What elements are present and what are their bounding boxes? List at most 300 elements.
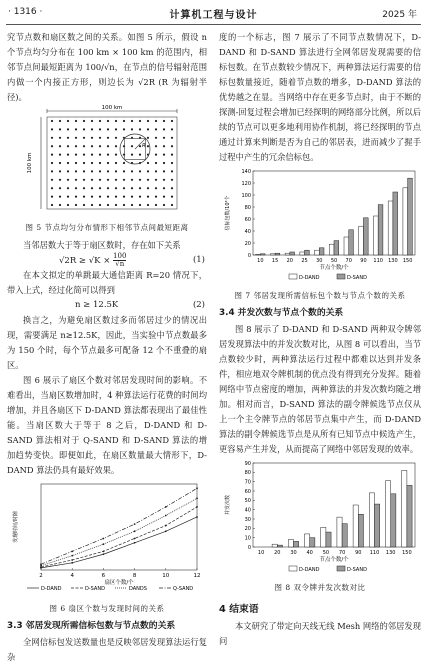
fig5-node-dot	[115, 170, 117, 172]
fig5-node-dot	[51, 162, 53, 164]
fig5-node-dot	[147, 162, 149, 164]
paragraph: 本文研究了带定向天线无线 Mesh 网络的邻居发现问	[219, 621, 421, 646]
fig7-xtick-label: 70	[345, 258, 352, 264]
fig5-node-dot	[99, 154, 101, 156]
fig5-node-dot	[131, 128, 133, 130]
fig5-node-dot	[59, 162, 61, 164]
section-heading-3-4: 3.4 并发次数与节点个数的关系	[219, 308, 344, 318]
fig7-ytick-label: 80	[244, 204, 251, 211]
header-rule	[6, 24, 421, 25]
fig5-node-dot	[107, 137, 109, 139]
fig5-node-dot	[83, 170, 85, 172]
fig7-xtick-label: 110	[373, 258, 383, 264]
fig5-node-dot	[131, 120, 133, 122]
fig7-ytick-label: 100	[241, 192, 251, 199]
fig5-node-dot	[123, 204, 125, 206]
fig5-node-dot	[83, 154, 85, 156]
fig6-point	[165, 525, 167, 527]
fig5-node-dot	[59, 137, 61, 139]
fig5-node-dot	[107, 170, 109, 172]
fig7-ytick-label: 60	[244, 216, 251, 223]
fig5-node-dot	[83, 120, 85, 122]
fig8-ytick-label: 80	[244, 470, 251, 477]
fig6-caption: 图 6 扇区个数与发现时间的关系	[49, 604, 165, 613]
fig5-node-dot	[51, 120, 53, 122]
fig5-node-dot	[51, 187, 53, 189]
fig5-grid-diagram	[7, 105, 207, 215]
paragraph: 图 8 展示了 D-DAND 和 D-SAND 两种双令牌邻居发现算法中的并发次数对比，从图 8 可以看出，当节点数较少时，两种算法运行过程中都难以达到并发条件，相应地双令牌机制的优点没有得到充分发挥。随着网络中节点密度的增加，两种算法的并发次数均随之增加。相对而言，D-SAND 算法的副令牌候选节点仅从上一个主令牌节点的邻居节点集中产生，而 D-DAND 算法的副令牌候选节点是从所有已知节点中候选产生，更容易产生并发，从而提高了网络中邻居发现的效率。	[219, 324, 421, 454]
figure-8	[219, 457, 421, 594]
fig5-node-dot	[163, 179, 165, 181]
fig5-area-border	[47, 117, 177, 209]
fig5-node-dot	[147, 137, 149, 139]
fig7-legend-swatch	[337, 274, 345, 279]
fig7-bar	[393, 192, 398, 255]
eq1-frac-num: 100	[113, 252, 127, 260]
fig5-node-dot	[171, 137, 173, 139]
fig7-bar	[315, 250, 320, 255]
fig5-node-dot	[91, 204, 93, 206]
fig7-caption: 图 7 邻居发现所需信标包个数与节点个数的关系	[234, 291, 406, 300]
fig6-point	[134, 542, 136, 544]
fig5-node-dot	[75, 170, 77, 172]
fig5-node-dot	[91, 162, 93, 164]
fig8-xtick-label: 30	[290, 550, 297, 556]
fig8-bar	[391, 494, 396, 547]
fig5-node-dot	[91, 187, 93, 189]
eq2-number: (2)	[192, 300, 205, 310]
fig5-node-dot	[171, 145, 173, 147]
fig5-node-dot	[107, 196, 109, 198]
paragraph: 当邻居数大于等于扇区数时，存在如下关系	[23, 240, 181, 250]
fig5-node-dot	[115, 137, 117, 139]
fig5-node-dot	[115, 196, 117, 198]
fig7-bar	[334, 241, 339, 255]
fig8-bar	[277, 545, 282, 547]
fig5-node-dot	[115, 204, 117, 206]
section-heading-4: 4 结束语	[219, 604, 259, 615]
fig5-node-dot	[155, 179, 157, 181]
fig6-xlabel: 扇区个数/个	[104, 580, 134, 586]
fig5-node-dot	[59, 179, 61, 181]
fig7-bar	[260, 254, 265, 255]
fig5-node-dot	[75, 128, 77, 130]
fig7-xtick-label: 150	[402, 258, 413, 264]
fig7-ylabel: 信标包数/10³个	[225, 195, 231, 231]
fig5-node-dot	[99, 196, 101, 198]
fig5-node-dot	[147, 196, 149, 198]
fig5-node-dot	[123, 187, 125, 189]
fig5-node-dot	[99, 162, 101, 164]
fig7-bar	[319, 248, 324, 255]
fig5-node-dot	[147, 170, 149, 172]
fig5-node-dot	[171, 120, 173, 122]
fig8-legend-swatch	[289, 566, 297, 571]
fig6-series-line	[41, 488, 197, 564]
fig7-legend-label: D-DAND	[299, 275, 320, 281]
fig5-node-dot	[51, 154, 53, 156]
fig6-point	[134, 523, 136, 525]
fig5-node-dot	[115, 145, 117, 147]
fig8-bar	[310, 538, 315, 547]
fig7-bar	[378, 205, 383, 255]
fig6-xtick-label: 8	[132, 573, 137, 579]
fig5-node-dot	[59, 204, 61, 206]
fig5-node-dot	[107, 128, 109, 130]
fig6-xtick-label: 10	[162, 573, 170, 579]
fig5-node-dot	[107, 145, 109, 147]
fig8-bar	[353, 505, 358, 547]
fig5-node-dot	[99, 170, 101, 172]
fig8-xlabel: 节点个数/个	[319, 557, 349, 563]
fig7-bar	[270, 254, 275, 255]
page-header	[0, 0, 427, 26]
fig5-node-dot	[171, 179, 173, 181]
fig5-node-dot	[59, 154, 61, 156]
fig5-caption: 图 5 节点均匀分布情形下相邻节点间最短距离	[25, 223, 189, 232]
fig5-node-dot	[67, 179, 69, 181]
fig8-bar	[342, 524, 347, 547]
fig8-xtick-label: 40	[306, 550, 313, 556]
journal-title: 计算机工程与设计	[169, 10, 258, 21]
fig5-node-dot	[51, 179, 53, 181]
fig7-xtick-label: 50	[330, 258, 338, 264]
fig8-xtick-label: 50	[322, 550, 330, 556]
fig5-node-dot	[155, 170, 157, 172]
fig5-node-dot	[51, 196, 53, 198]
fig5-side-label: 100 km	[27, 152, 33, 174]
fig6-point	[165, 515, 167, 517]
fig6-xtick-label: 6	[101, 573, 106, 579]
fig5-node-dot	[83, 145, 85, 147]
fig8-bar	[337, 517, 342, 547]
fig5-node-dot	[75, 162, 77, 164]
fig5-node-dot	[83, 204, 85, 206]
fig5-node-dot	[67, 128, 69, 130]
fig7-bar	[403, 188, 408, 255]
fig5-node-dot	[155, 162, 157, 164]
fig8-legend-label: D-SAND	[347, 567, 367, 573]
fig5-node-dot	[51, 145, 53, 147]
fig5-node-dot	[115, 154, 117, 156]
fig7-ytick-label: 20	[244, 240, 251, 247]
fig5-node-dot	[107, 204, 109, 206]
fig5-node-dot	[139, 187, 141, 189]
fig7-ytick-label: 120	[241, 180, 251, 187]
fig5-node-dot	[155, 204, 157, 206]
fig5-node-dot	[123, 154, 125, 156]
fig8-bar	[305, 534, 310, 547]
publication-year: 2025 年	[382, 10, 417, 20]
fig5-node-dot	[123, 162, 125, 164]
fig5-node-dot	[75, 179, 77, 181]
figure-7	[219, 165, 421, 302]
fig6-series-line	[41, 517, 197, 568]
fig5-node-dot	[131, 196, 133, 198]
paragraph: 全网信标包发送数量也是反映邻居发现算法运行复杂	[7, 637, 207, 662]
fig5-node-dot	[107, 154, 109, 156]
fig5-node-dot	[131, 204, 133, 206]
eq2-body: n ≥ 12.5K	[75, 300, 119, 310]
fig6-ylabel: 发现时间/时隙	[13, 511, 19, 543]
fig8-bar	[369, 493, 374, 547]
page-number: · 1316 ·	[8, 7, 43, 17]
fig5-node-dot	[83, 128, 85, 130]
fig7-bar	[344, 237, 349, 255]
fig8-bar	[288, 540, 293, 547]
fig5-node-dot	[115, 128, 117, 130]
fig6-point	[134, 530, 136, 532]
paragraph: 在本文拟定的单跳最大通信距离 R=20 情况下，带入上式，经过化简可以得到	[7, 270, 207, 295]
fig8-ytick-label: 10	[244, 535, 251, 542]
fig5-node-dot	[75, 196, 77, 198]
fig5-node-dot	[139, 179, 141, 181]
fig5-node-dot	[115, 179, 117, 181]
fig8-bar	[402, 470, 407, 547]
fig7-bar	[359, 226, 364, 255]
fig8-legend-swatch	[337, 566, 345, 571]
fig6-legend-label: D-DAND	[41, 586, 62, 592]
fig5-node-dot	[99, 179, 101, 181]
fig7-bar	[373, 216, 378, 255]
fig5-node-dot	[171, 170, 173, 172]
fig5-node-dot	[163, 187, 165, 189]
fig5-node-dot	[123, 128, 125, 130]
fig5-node-dot	[67, 187, 69, 189]
fig5-node-dot	[83, 196, 85, 198]
fig8-ytick-label: 50	[244, 498, 251, 505]
fig7-bar	[408, 178, 413, 255]
fig8-ytick-label: 70	[244, 479, 251, 486]
fig6-point	[165, 506, 167, 508]
fig5-node-dot	[115, 162, 117, 164]
fig5-node-dot	[91, 179, 93, 181]
equation-2	[7, 298, 207, 313]
fig5-node-dot	[75, 187, 77, 189]
fig6-xtick-label: 12	[193, 573, 201, 579]
fig5-node-dot	[67, 137, 69, 139]
fig6-plot-frame	[41, 484, 197, 570]
eq1-lhs: √2R ≥ √K ×	[59, 256, 114, 266]
fig6-point	[71, 550, 73, 552]
fig8-bar-chart	[219, 457, 421, 575]
fig6-legend-label: DANDS	[129, 586, 147, 592]
fig8-ytick-label: 60	[244, 488, 251, 495]
fig5-node-dot	[131, 145, 133, 147]
fig7-xtick-label: 130	[388, 258, 398, 264]
fig5-node-dot	[115, 120, 117, 122]
fig8-ytick-label: 20	[244, 526, 251, 533]
fig6-point	[71, 559, 73, 561]
paragraph: 度的一个标志，图 7 展示了不同节点数情况下，D-DAND 和 D-SAND 算法进行全网邻居发现需要的信标包数。在节点数较少情况下，两种算法运行需要的信标包数量接近，随着节点数的增多，D-DAND 算法的优势越之在显。当网络中存在更多节点时，由于不断的探测-回复过程会增加已经探明的网络部分比例，所以后续的节点可以更多地利用协作机制，将已经探明的节点通过计算来判断是否为自己的邻居表，进而减少了握手过程中产生的冗余信标包。	[219, 32, 421, 162]
fig5-node-dot	[131, 154, 133, 156]
fig5-node-dot	[147, 128, 149, 130]
fig8-bar	[326, 532, 331, 547]
fig7-legend-swatch	[289, 274, 297, 279]
fig6-point	[71, 555, 73, 557]
fig5-node-dot	[107, 187, 109, 189]
fig5-node-dot	[99, 145, 101, 147]
right-column	[219, 30, 421, 649]
fig6-point	[165, 530, 167, 532]
fig5-node-dot	[75, 120, 77, 122]
fig5-node-dot	[91, 170, 93, 172]
fig5-node-dot	[123, 196, 125, 198]
fig7-xtick-label: 25	[301, 258, 308, 264]
fig8-caption: 图 8 双令牌并发次数对比	[274, 583, 366, 592]
eq1-number: (1)	[192, 255, 205, 265]
fig5-node-dot	[163, 137, 165, 139]
fig6-point	[196, 487, 198, 489]
fig5-node-dot	[83, 137, 85, 139]
fig7-xtick-label: 10	[257, 258, 264, 264]
fig5-node-dot	[115, 187, 117, 189]
fig8-ytick-label: 90	[244, 460, 251, 467]
fig7-bar	[329, 244, 334, 255]
fig7-bar-chart	[219, 165, 421, 283]
fig5-node-dot	[59, 196, 61, 198]
fig6-point	[71, 562, 73, 564]
fig5-node-dot	[123, 179, 125, 181]
fig8-ytick-label: 0	[247, 544, 251, 551]
fig7-xtick-label: 15	[271, 258, 279, 264]
fig5-node-dot	[67, 196, 69, 198]
fig6-point	[103, 550, 105, 552]
fig5-node-dot	[131, 170, 133, 172]
fig5-node-dot	[75, 145, 77, 147]
fig5-node-dot	[131, 187, 133, 189]
fig7-ytick-label: 0	[247, 252, 251, 259]
fig5-node-dot	[59, 120, 61, 122]
section-heading-3-3: 3.3 邻居发现所需信标包数与节点数的关系	[7, 621, 176, 631]
paragraph: 图 6 展示了扇区个数对邻居发现时间的影响。不难看出，当扇区数增加时，4 种算法运行花费的时间均增加，并且各扇区下 D-DAND 算法都表现出了最佳性能。当扇区数大于等于 8 之后，D-DAND 和 D-SAND 算法相对于 Q-SAND 和 D-SAND 算法的增加趋势变快。即便如此，在扇区数量最大情形下，D-DAND 算法仍具有最好效果。	[7, 375, 207, 475]
fig5-node-dot	[99, 187, 101, 189]
fig5-node-dot	[139, 204, 141, 206]
fig5-node-dot	[91, 196, 93, 198]
fig5-node-dot	[59, 170, 61, 172]
fig6-point	[103, 538, 105, 540]
fig5-node-dot	[107, 120, 109, 122]
fig5-node-dot	[59, 187, 61, 189]
fig8-bar	[407, 485, 412, 547]
fig5-node-dot	[59, 145, 61, 147]
fig5-node-dot	[67, 204, 69, 206]
fig5-node-dot	[147, 145, 149, 147]
fig6-point	[196, 516, 198, 518]
fig7-bar	[285, 253, 290, 255]
fig5-node-dot	[83, 179, 85, 181]
fig8-bar	[386, 481, 391, 547]
fig7-bar	[300, 252, 305, 255]
fig7-bar	[349, 230, 354, 255]
fig5-node-dot	[155, 128, 157, 130]
fig7-bar	[305, 250, 310, 255]
fig5-node-dot	[139, 145, 141, 147]
fig8-bar	[294, 541, 299, 547]
fig5-node-dot	[139, 128, 141, 130]
fig5-node-dot	[155, 120, 157, 122]
fig5-node-dot	[139, 170, 141, 172]
fig8-bar	[375, 504, 380, 547]
fig6-point	[196, 506, 198, 508]
fig5-node-dot	[163, 196, 165, 198]
fig5-node-dot	[163, 154, 165, 156]
fig5-node-dot	[99, 204, 101, 206]
fig8-xtick-label: 150	[402, 550, 412, 556]
figure-6	[7, 478, 207, 615]
fig5-node-dot	[171, 204, 173, 206]
fig8-bar	[358, 514, 363, 547]
fig6-point	[40, 563, 42, 565]
fig7-legend-label: D-SAND	[347, 275, 367, 281]
fig8-ytick-label: 30	[244, 516, 251, 523]
fig5-node-dot	[139, 154, 141, 156]
fig5-node-dot	[67, 154, 69, 156]
fig5-node-dot	[51, 170, 53, 172]
fig7-xtick-label: 30	[316, 258, 323, 264]
fig6-series-line	[41, 498, 197, 565]
fig7-bar	[275, 253, 280, 255]
fig5-node-dot	[163, 145, 165, 147]
equation-1	[7, 253, 207, 268]
fig6-legend-label: Q-SAND	[173, 586, 194, 592]
fig7-bar	[363, 218, 368, 255]
fig5-node-dot	[83, 162, 85, 164]
fig5-node-dot	[91, 128, 93, 130]
fig8-bar	[272, 544, 277, 547]
fig5-node-dot	[163, 120, 165, 122]
figure-5	[7, 105, 207, 234]
fig7-bar	[256, 254, 261, 255]
fig5-node-dot	[147, 187, 149, 189]
fig5-node-dot	[163, 128, 165, 130]
fig5-node-dot	[123, 170, 125, 172]
fig5-node-dot	[51, 137, 53, 139]
fig7-ytick-label: 40	[244, 228, 251, 235]
paragraph: 换言之，为避免扇区数过多而邻居过少的情况出现，需要满足 n≥12.5K，因此，当实验中节点数最多为 150 个时，每个节点最多可配备 12 个不重叠的扇区。	[7, 315, 207, 370]
fig7-bar	[290, 252, 295, 255]
fig5-node-dot	[171, 187, 173, 189]
fig5-node-dots	[51, 120, 173, 206]
fig5-top-label: 100 km	[101, 105, 123, 111]
fig5-node-dot	[139, 196, 141, 198]
fig5-node-dot	[75, 204, 77, 206]
fig5-node-dot	[67, 170, 69, 172]
fig8-xtick-label: 90	[355, 550, 362, 556]
fig8-xtick-label: 130	[385, 550, 396, 556]
fig6-xtick-label: 2	[39, 573, 43, 579]
fig5-node-dot	[163, 170, 165, 172]
fig5-node-dot	[59, 128, 61, 130]
fig5-node-dot	[163, 162, 165, 164]
fig7-ytick-label: 140	[241, 168, 251, 175]
fig5-node-dot	[155, 145, 157, 147]
fig5-node-dot	[99, 128, 101, 130]
fig8-legend-label: D-DAND	[299, 567, 320, 573]
fig5-node-dot	[147, 204, 149, 206]
fig5-node-dot	[75, 137, 77, 139]
fig5-radius-label: R	[142, 143, 146, 149]
fig7-bar	[388, 201, 393, 255]
fig5-node-dot	[171, 196, 173, 198]
fig5-node-dot	[155, 137, 157, 139]
fig5-node-dot	[107, 179, 109, 181]
fig5-node-dot	[99, 137, 101, 139]
fig6-point	[103, 553, 105, 555]
paragraph: 究节点数和扇区数之间的关系。如图 5 所示，假设 n 个节点均匀分布在 100 km × 100 km 的范围内，相邻节点间最短距离为 100/√n，在节点的信号辐射范围内做一个内接正方形，则边长为 √2R (R 为辐射半径)。	[7, 32, 207, 102]
fig5-node-dot	[51, 128, 53, 130]
fig8-xtick-label: 20	[274, 550, 281, 556]
